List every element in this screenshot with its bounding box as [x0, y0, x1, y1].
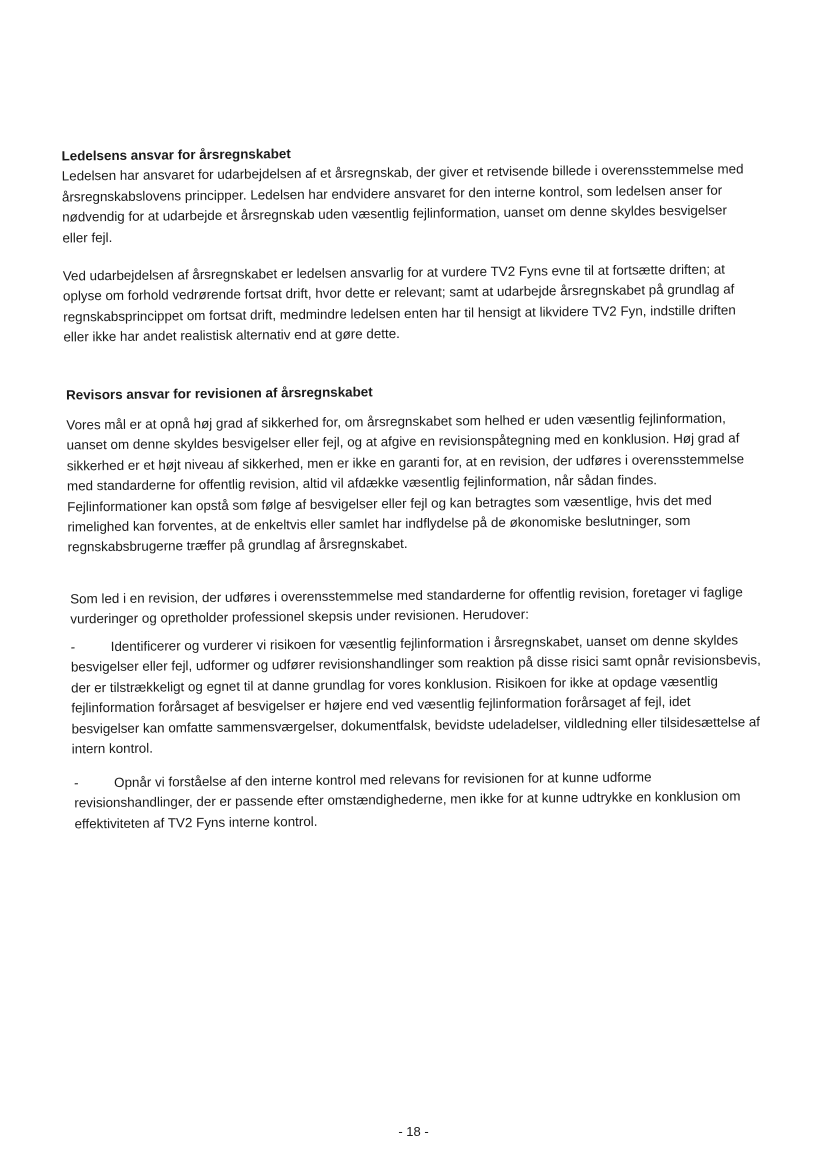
section-auditor-responsibility	[66, 378, 756, 406]
bullet-item	[74, 766, 765, 834]
bullet-text: Identificerer og vurderer vi risikoen for væsentlig fejlinformation i årsregnskabet, uanset om denne skyldes besvigelser eller fejl, udformer og udfører revisionshandlinger som reaktion på disse risici samt opnår revisionsbevis, der er tilstrækkeligt og egnet til at danne grundlag for vores konklusion. Risikoen for ikke at opdage væsentlig fejlinformation forårsaget af besvigelser er højere end ved væsentlig fejlinformation forårsaget af fejl, idet besvigelser kan omfatte sammensværgelser, dokumentfalsk, bevidste udeladelser, vildledning eller tilsidesættelse af intern kontrol.	[70, 632, 761, 757]
page-number: - 18 -	[398, 1124, 429, 1139]
paragraph: Ved udarbejdelsen af årsregnskabet er ledelsen ansvarlig for at vurdere TV2 Fyns evne til at fortsætte driften; at oplyse om forhold vedrørende fortsat drift, hvor dette er relevant; samt at udarbejde årsregnskabet på grundlag af regnskabsprincippet om fortsat drift, medmindre ledelsen enten har til hensigt at likvidere TV2 Fyn, indstille driften eller ikke har andet realistisk alternativ end at gøre dette.	[62, 261, 736, 345]
bullet-text: Opnår vi forståelse af den interne kontrol med relevans for revisionen for at kunne udforme revisionshandlinger, der er passende efter omstændighederne, men ikke for at kunne udtrykke en konklusion om effektiviteten af TV2 Fyns interne kontrol.	[74, 769, 741, 832]
section-management-responsibility	[61, 139, 752, 248]
section-going-concern	[63, 259, 754, 348]
section-auditor-objective	[66, 408, 757, 558]
paragraph: Som led i en revision, der udføres i overensstemmelse med standarderne for offentlig revision, foretager vi faglige vurderinger og opretholder professionel skepsis under revisionen. Herudover:	[70, 584, 743, 627]
bullet-marker: -	[70, 639, 76, 655]
section-audit-procedures-intro	[70, 582, 760, 630]
section-heading: Revisors ansvar for revisionen af årsregnskabet	[65, 384, 373, 403]
bullet-marker: -	[74, 775, 79, 791]
bullet-item	[71, 630, 762, 760]
section-heading: Ledelsens ansvar for årsregnskabet	[61, 146, 291, 164]
paragraph: Vores mål er at opnå høj grad af sikkerhed for, om årsregnskabet som helhed er uden væsentlig fejlinformation, uanset om denne skyldes besvigelser eller fejl, og at afgive en revisionspåtegning med en konklusion. Høj grad af sikkerhed er et højt niveau af sikkerhed, men er ikke en garanti for, at en revision, der udføres i overensstemmelse med standarderne for offentlig revision, altid vil afdække væsentlig fejlinformation, når sådan findes. Fejlinformationer kan opstå som følge af besvigelser eller fejl og kan betragtes som væsentlige, hvis det med rimelighed kan forventes, at de enkeltvis eller samlet har indflydelse på de økonomiske beslutninger, som regnskabsbrugerne træffer på grundlag af årsregnskabet.	[66, 410, 745, 555]
paragraph: Ledelsen har ansvaret for udarbejdelsen af et årsregnskab, der giver et retvisende billede i overensstemmelse med årsregnskabslovens principper. Ledelsen har endvidere ansvaret for den interne kontrol, som ledelsen anser for nødvendig for at udarbejde et årsregnskab uden væsentlig fejlinformation, uanset om denne skyldes besvigelser eller fejl.	[61, 161, 744, 246]
